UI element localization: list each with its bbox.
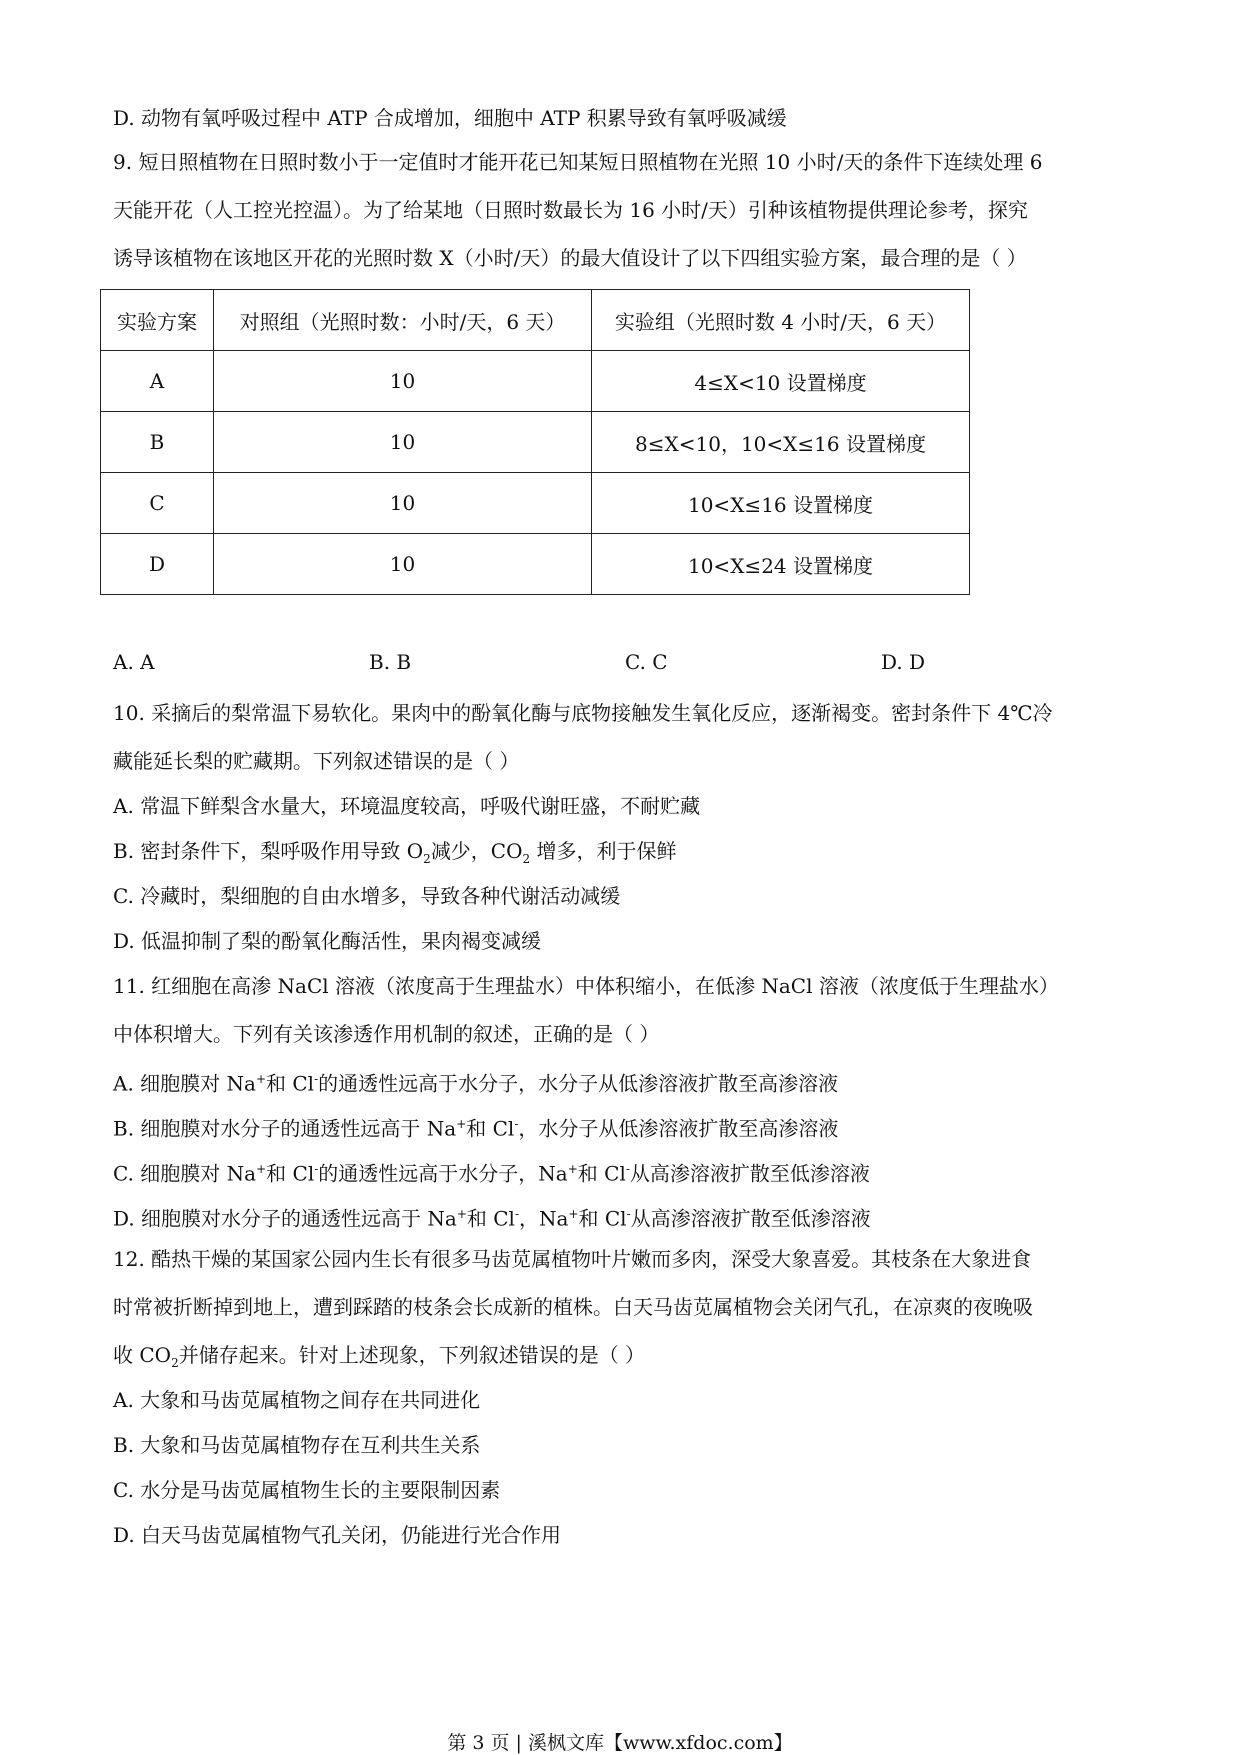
superscript: + — [255, 1072, 267, 1086]
q10-option-a: A. 常温下鲜梨含水量大，环境温度较高，呼吸代谢旺盛，不耐贮藏 — [113, 794, 701, 818]
q10-option-c: C. 冷藏时，梨细胞的自由水增多，导致各种代谢活动减缓 — [113, 884, 621, 908]
q9-stem-line-3: 诱导该植物在该地区开花的光照时数 X（小时/天）的最大值设计了以下四组实验方案，最合理的是（ ） — [113, 246, 1027, 270]
table-cell: A — [101, 351, 214, 412]
table-cell: 10<X≤16 设置梯度 — [592, 473, 970, 534]
q11-stem-line-1: 11. 红细胞在高渗 NaCl 溶液（浓度高于生理盐水）中体积缩小，在低渗 NaCl 溶液（浓度低于生理盐水） — [113, 974, 1059, 998]
text-fragment: 增多，利于保鲜 — [530, 839, 677, 863]
page-footer: 第 3 页 | 溪枫文库【www.xfdoc.com】 — [447, 1732, 793, 1754]
q9-options — [113, 650, 1013, 678]
text-fragment: 的通透性远高于水分子，Na — [318, 1161, 568, 1186]
q11-stem-line-2: 中体积增大。下列有关该渗透作用机制的叙述，正确的是（ ） — [113, 1022, 660, 1046]
superscript: - — [314, 1162, 319, 1176]
q10-stem-line-2: 藏能延长梨的贮藏期。下列叙述错误的是（ ） — [113, 749, 520, 773]
table-cell: 8≤X<10，10<X≤16 设置梯度 — [592, 412, 970, 473]
q11-option-c — [113, 1155, 870, 1188]
table-row — [101, 351, 970, 412]
superscript: - — [625, 1162, 630, 1176]
text-fragment: A. 细胞膜对 Na — [113, 1071, 256, 1096]
text-fragment: B. 细胞膜对水分子的通透性远高于 Na — [113, 1116, 457, 1141]
table-cell: C — [101, 473, 214, 534]
q9-stem-line-1: 9. 短日照植物在日照时数小于一定值时才能开花已知某短日照植物在光照 10 小时/天的条件下连续处理 6 — [113, 150, 1043, 174]
text-fragment: 并储存起来。针对上述现象，下列叙述错误的是（ ） — [178, 1343, 646, 1367]
table-header-row — [101, 290, 970, 351]
text-fragment: 从高渗溶液扩散至低渗溶液 — [630, 1206, 871, 1231]
q10-option-d: D. 低温抑制了梨的酚氧化酶活性，果肉褐变减缓 — [113, 929, 542, 953]
q12-option-d: D. 白天马齿苋属植物气孔关闭，仍能进行光合作用 — [113, 1523, 562, 1547]
table-cell: 10 — [214, 534, 592, 595]
table-row — [101, 473, 970, 534]
superscript: + — [456, 1207, 467, 1221]
q11-option-d — [113, 1200, 871, 1233]
subscript: 2 — [423, 852, 431, 866]
text-fragment: 从高渗溶液扩散至低渗溶液 — [629, 1161, 870, 1186]
table-cell: 10<X≤24 设置梯度 — [592, 534, 970, 595]
table-cell: 10 — [214, 351, 592, 412]
q9-experiment-table — [100, 289, 970, 595]
q10-stem-line-1: 10. 采摘后的梨常温下易软化。果肉中的酚氧化酶与底物接触发生氧化反应，逐渐褐变。密封条件下 4℃冷 — [113, 701, 1053, 725]
superscript: + — [456, 1117, 467, 1131]
table-header-cell: 实验组（光照时数 4 小时/天，6 天） — [592, 290, 970, 351]
text-fragment: C. 细胞膜对 Na — [113, 1161, 257, 1186]
subscript: 2 — [522, 852, 531, 866]
text-fragment: 减少，CO — [430, 839, 523, 863]
table-row — [101, 534, 970, 595]
superscript: - — [314, 1072, 319, 1086]
superscript: + — [256, 1162, 267, 1176]
text-fragment: D. 细胞膜对水分子的通透性远高于 Na — [113, 1206, 457, 1231]
text-fragment: ，水分子从低渗溶液扩散至高渗溶液 — [518, 1116, 839, 1141]
text-fragment: 和 Cl — [578, 1206, 627, 1231]
q9-option-a: A. A — [113, 650, 155, 674]
superscript: + — [567, 1162, 578, 1176]
q12-option-b: B. 大象和马齿苋属植物存在互利共生关系 — [113, 1433, 481, 1457]
q9-option-d: D. D — [881, 650, 926, 674]
superscript: - — [626, 1207, 631, 1221]
text-fragment: 和 Cl — [266, 1071, 315, 1096]
superscript: + — [568, 1207, 579, 1221]
q9-option-b: B. B — [369, 650, 412, 674]
text-fragment: B. 密封条件下，梨呼吸作用导致 O — [113, 839, 424, 863]
q11-option-b — [113, 1110, 838, 1143]
table-header-cell: 对照组（光照时数：小时/天，6 天） — [214, 290, 592, 351]
superscript: - — [514, 1117, 519, 1131]
table-cell: 10 — [214, 473, 592, 534]
table-cell: 10 — [214, 412, 592, 473]
text-fragment: 和 Cl — [466, 1116, 515, 1141]
subscript: 2 — [171, 1356, 179, 1370]
text-fragment: 和 Cl — [466, 1206, 515, 1231]
table-row — [101, 412, 970, 473]
q8-option-d: D. 动物有氧呼吸过程中 ATP 合成增加，细胞中 ATP 积累导致有氧呼吸减缓 — [113, 106, 787, 130]
text-fragment: 的通透性远高于水分子，水分子从低渗溶液扩散至高渗溶液 — [318, 1071, 839, 1096]
q9-stem-line-2: 天能开花（人工控光控温）。为了给某地（日照时数最长为 16 小时/天）引种该植物提供理论参考，探究 — [113, 198, 1028, 222]
text-fragment: 收 CO — [113, 1343, 172, 1367]
q12-option-a: A. 大象和马齿苋属植物之间存在共同进化 — [113, 1388, 481, 1412]
text-fragment: ，Na — [519, 1206, 569, 1231]
q12-stem-line-2: 时常被折断掉到地上，遭到踩踏的枝条会长成新的植株。白天马齿苋属植物会关闭气孔，在凉爽的夜晚吸 — [113, 1295, 1033, 1319]
q10-option-b — [113, 837, 677, 873]
superscript: - — [514, 1207, 520, 1221]
table-cell: 4≤X<10 设置梯度 — [592, 351, 970, 412]
table-header-cell: 实验方案 — [101, 290, 214, 351]
q9-option-c: C. C — [625, 650, 668, 674]
q12-option-c: C. 水分是马齿苋属植物生长的主要限制因素 — [113, 1478, 501, 1502]
table-cell: D — [101, 534, 214, 595]
text-fragment: 和 Cl — [577, 1161, 626, 1186]
table-cell: B — [101, 412, 214, 473]
q12-stem-line-1: 12. 酷热干燥的某国家公园内生长有很多马齿苋属植物叶片嫩而多肉，深受大象喜爱。其枝条在大象进食 — [113, 1247, 1032, 1271]
q11-option-a — [113, 1065, 838, 1098]
q12-stem-line-3 — [113, 1341, 645, 1377]
text-fragment: 和 Cl — [266, 1161, 315, 1186]
